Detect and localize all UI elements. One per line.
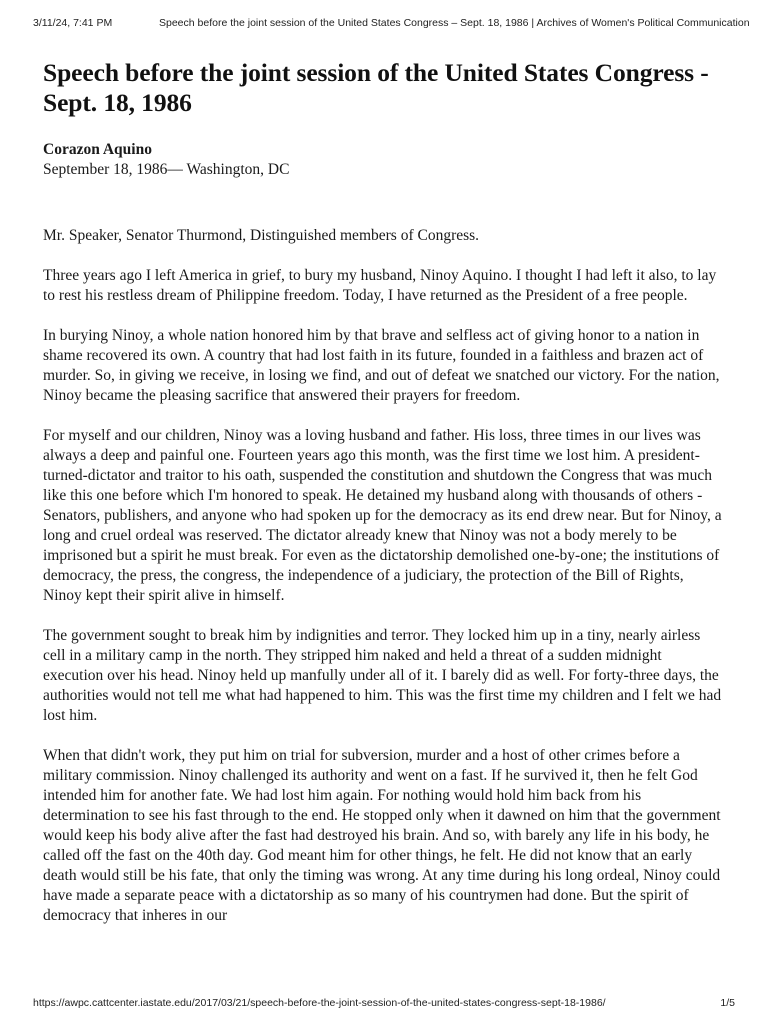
print-footer — [33, 997, 735, 1011]
paragraph: In burying Ninoy, a whole nation honored him by that brave and selfless act of giving honor to a nation in shame recovered its own. A country that had lost faith in its future, founded in a faithless and brazen act of murder. So, in giving we receive, in losing we find, and out of defeat we snatched our victory. For the nation, Ninoy became the pleasing sacrifice that answered their prayers for freedom. — [43, 327, 720, 404]
print-timestamp: 3/11/24, 7:41 PM — [33, 17, 113, 29]
article-author: Corazon Aquino — [43, 141, 152, 158]
paragraph: For myself and our children, Ninoy was a loving husband and father. His loss, three times in our lives was always a deep and painful one. Fourteen years ago this month, was the first time we lost him. A president-turned-dictator and traitor to his oath, suspended the constitution and shutdown the Congress that was much like this one before which I'm honored to speak. He detained my husband along with thousands of others - Senators, publishers, and anyone who had spoken up for the democracy as its end drew near. But for Ninoy, a long and cruel ordeal was reserved. The dictator already knew that Ninoy was not a body merely to be imprisoned but a spirit he must break. For even as the dictatorship demolished one-by-one; the institutions of democracy, the press, the congress, the independence of a judiciary, the protection of the Bill of Rights, Ninoy kept their spirit alive in himself. — [43, 427, 722, 604]
print-page-title: Speech before the joint session of the United States Congress – Sept. 18, 1986 | Archives of Women's Political Communication — [159, 17, 750, 29]
print-url: https://awpc.cattcenter.iastate.edu/2017/03/21/speech-before-the-joint-session-of-the-united-states-congress-sept-18-1986/ — [33, 997, 606, 1009]
print-page-number: 1/5 — [720, 997, 735, 1009]
article-dateline: September 18, 1986— Washington, DC — [43, 161, 290, 178]
paragraph: Three years ago I left America in grief, to bury my husband, Ninoy Aquino. I thought I had left it also, to lay to rest his restless dream of Philippine freedom. Today, I have returned as the President of a free people. — [43, 267, 717, 304]
paragraph: When that didn't work, they put him on trial for subversion, murder and a host of other crimes before a military commission. Ninoy challenged its authority and went on a fast. If he survived it, then he felt God intended him for another fate. We had lost him again. For nothing would hold him back from his determination to see his fast through to the end. He stopped only when it dawned on him that the government would keep his body alive after the fast had destroyed his brain. And so, with barely any life in his body, he called off the fast on the 40th day. God meant him for other things, he felt. He did not know that an early death would still be his fate, that only the timing was wrong. At any time during his long ordeal, Ninoy could have made a separate peace with a dictatorship as so many of his countrymen had done. But the spirit of democracy that inheres in our — [43, 747, 721, 924]
article-title: Speech before the joint session of the United States Congress - Sept. 18, 1986 — [43, 58, 709, 117]
print-header — [33, 17, 750, 31]
paragraph: The government sought to break him by indignities and terror. They locked him up in a tiny, nearly airless cell in a military camp in the north. They stripped him naked and held a threat of a sudden midnight execution over his head. Ninoy held up manfully under all of it. I barely did as well. For forty-three days, the authorities would not tell me what had happened to him. This was the first time my children and I felt we had lost him. — [43, 627, 722, 724]
article-body — [43, 226, 725, 926]
article — [43, 58, 725, 946]
paragraph-salutation: Mr. Speaker, Senator Thurmond, Distinguished members of Congress. — [43, 227, 480, 244]
